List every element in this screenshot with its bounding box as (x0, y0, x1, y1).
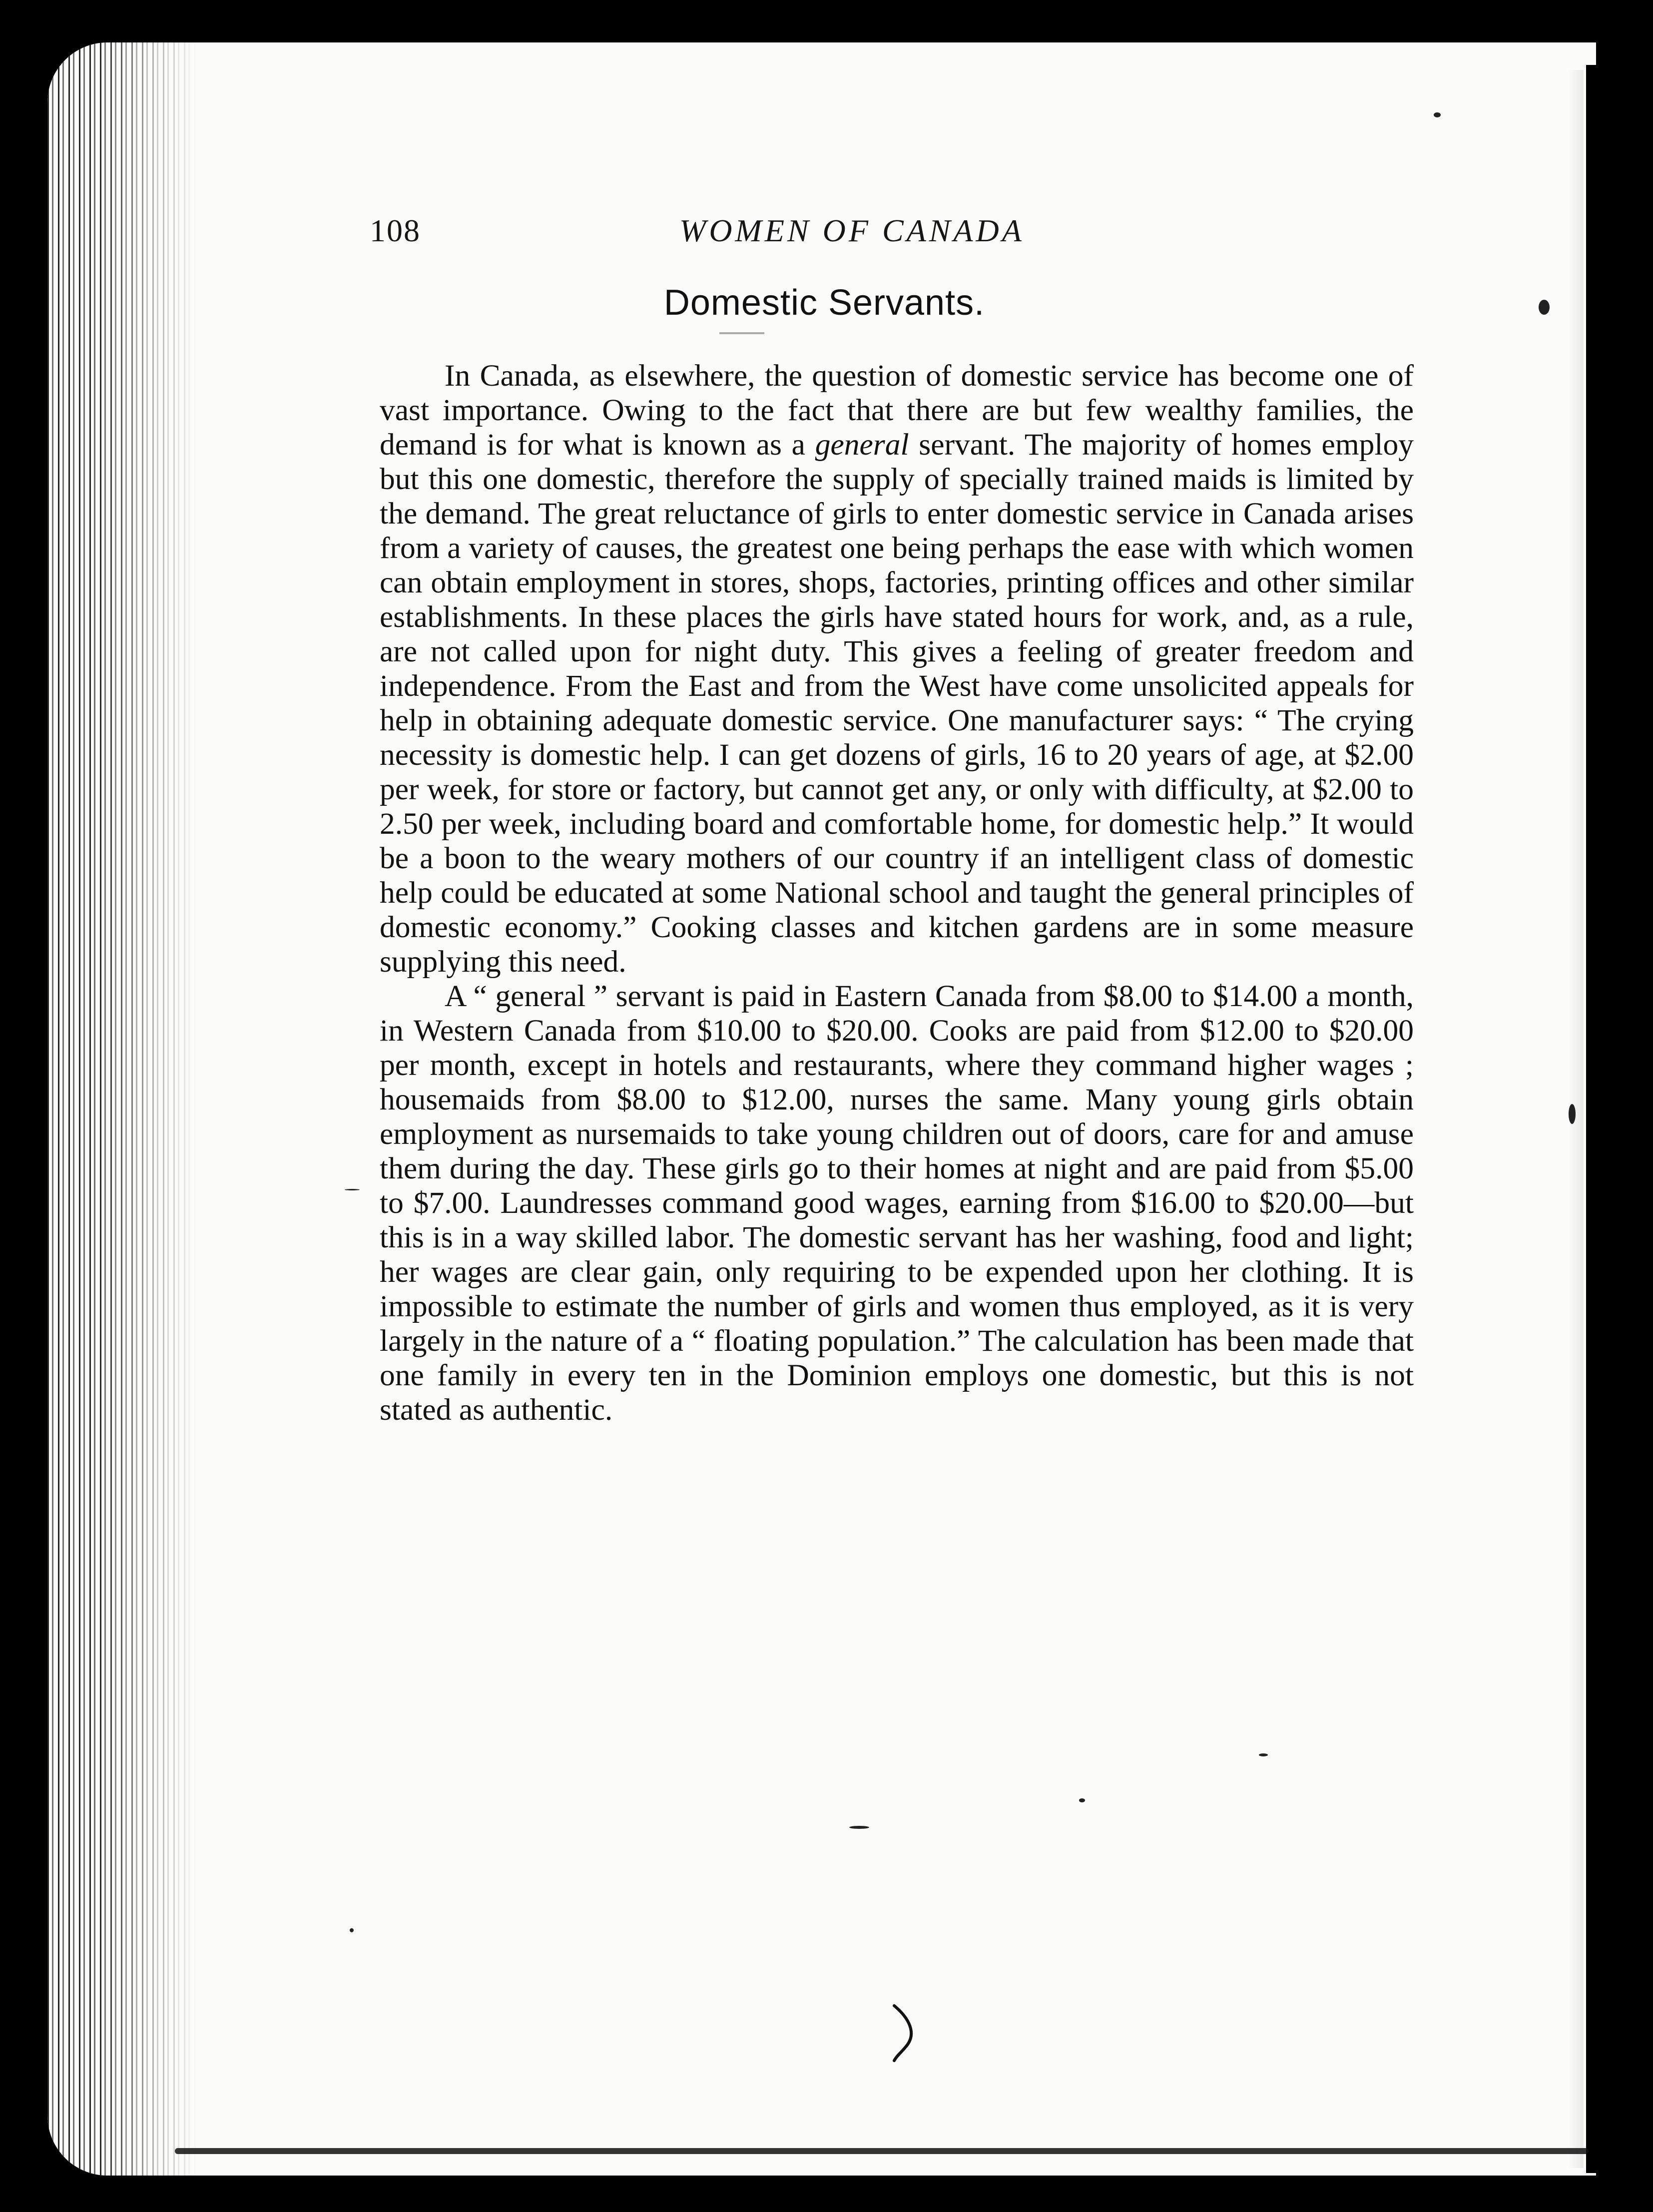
body-text (380, 359, 1414, 1427)
book-title: WOMEN OF CANADA (679, 213, 1025, 248)
scan-speck (1434, 112, 1441, 117)
paragraph-1 (380, 359, 1414, 979)
section-title: Domestic Servants. (663, 283, 985, 323)
scan-speck (1079, 1798, 1085, 1802)
scan-speck (1259, 1753, 1268, 1756)
paragraph-1-start: In Canada, as elsewhere, the question of domestic service has become one of vast importance. Owing to the fact that there are but few wealthy families, the demand is for what is known as a (380, 359, 1414, 462)
scan-speck (849, 1826, 869, 1829)
scan-speck (350, 1928, 354, 1932)
scan-mark (889, 2003, 924, 2063)
right-page-edge (1586, 65, 1614, 2173)
scan-speck (1569, 1104, 1576, 1124)
page-number: 108 (370, 213, 421, 248)
scan-speck (345, 1189, 360, 1190)
running-head (370, 212, 1109, 267)
title-mark (719, 332, 764, 334)
paragraph-1-emphasis: general (815, 428, 909, 462)
paragraph-1-rest: servant. The majority of homes employ but this one domestic, therefore the supply of specially trained maids is limited by the demand. The great reluctance of girls to enter domestic service in Canada arises from a variety of causes, the greatest one being perhaps the ease with which women can obtain employment in stores, shops, factories, printing offices and other similar establishments. In these places the girls have stated hours for work, and, as a rule, are not called upon for night duty. This gives a feeling of greater freedom and independence. From the East and from the West have come unsolicited appeals for help in obtaining adequate domestic service. One manufacturer says: “ The crying necessity is domestic help. I can get dozens of girls, 16 to 20 years of age, at $2.00 per week, for store or factory, but cannot get any, or only with difficulty, at $2.00 to 2.50 per week, including board and comfortable home, for domestic help.” It would be a boon to the weary mothers of our country if an intelligent class of domestic help could be educated at some National school and taught the general principles of domestic economy.” Cooking classes and kitchen gardens are in some measure supplying this need. (380, 428, 1414, 979)
binding-gutter (47, 42, 197, 2176)
paragraph-2: A “ general ” servant is paid in Eastern Canada from $8.00 to $14.00 a month, in Western Canada from $10.00 to $20.00. Cooks are paid from $12.00 to $20.00 per month, except in hotels and restaurants, where they command higher wages ; housemaids from $8.00 to $12.00, nurses the same. Many young girls obtain employment as nursemaids to take young children out of doors, care for and amuse them during the day. These girls go to their homes at night and are paid from $5.00 to $7.00. Laundresses command good wages, earning from $16.00 to $20.00—but this is in a way skilled labor. The domestic servant has her washing, food and light; her wages are clear gain, only requiring to be expended upon her clothing. It is impossible to estimate the number of girls and women thus employed, as it is very largely in the nature of a “ floating population.” The calculation has been made that one family in every ten in the Dominion employs one domestic, but this is not stated as authentic. (380, 979, 1414, 1427)
scan-speck (1539, 300, 1550, 315)
bottom-page-edge (175, 2148, 1589, 2154)
